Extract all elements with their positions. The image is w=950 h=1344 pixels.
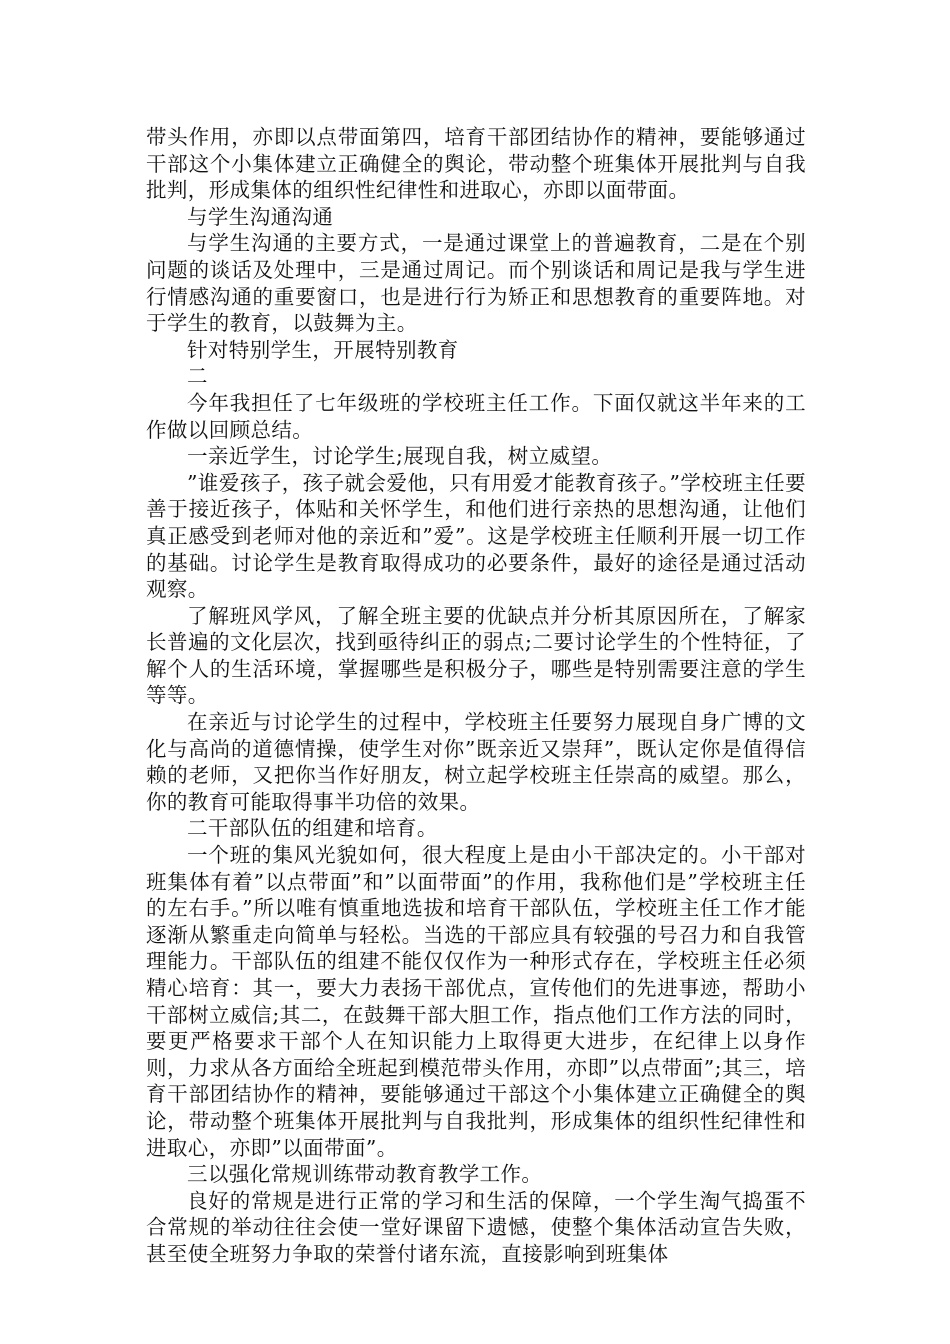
paragraph: 一个班的集风光貌如何，很大程度上是由小干部决定的。小干部对班集体有着”以点带面”和”以面带面”的作用，我称他们是”学校班主任的左右手。”所以唯有慎重地选拔和培育干部队伍，学校班主任工作才能逐渐从繁重走向简单与轻松。当选的干部应具有较强的号召力和自我管理能力。干部队伍的组建不能仅仅作为一种形式存在，学校班主任必须精心培育：其一，要大力表扬干部优点，宣传他们的先进事迹，帮助小干部树立威信;其二，在鼓舞干部大胆工作，指点他们工作方法的同时，要更严格要求干部个人在知识能力上取得更大进步，在纪律上以身作则，力求从各方面给全班起到模范带头作用，亦即”以点带面”;其三，培育干部团结协作的精神，要能够通过干部这个小集体建立正确健全的舆论，带动整个班集体开展批判与自我批判，形成集体的组织性纪律性和进取心，亦即”以面带面”。 [146, 843, 806, 1160]
paragraph: 了解班风学风，了解全班主要的优缺点并分析其原因所在，了解家长普遍的文化层次，找到亟待纠正的弱点;二要讨论学生的个性特征，了解个人的生活环境，掌握哪些是积极分子，哪些是特别需要注意的学生等等。 [146, 603, 806, 708]
section-heading: 一亲近学生，讨论学生;展现自我，树立威望。 [187, 444, 613, 469]
section-heading: 二干部队伍的组建和培育。 [187, 816, 438, 841]
section-heading: 针对特别学生，开展特别教育 [187, 337, 459, 362]
paragraph: ”谁爱孩子，孩子就会爱他，只有用爱才能教育孩子。”学校班主任要善于接近孩子，体贴和关怀学生，和他们进行亲热的思想沟通，让他们真正感受到老师对他的亲近和”爱”。这是学校班主任顺利开展一切工作的基础。讨论学生是教育取得成功的必要条件，最好的途径是通过活动观察。 [146, 470, 806, 602]
paragraph: 良好的常规是进行正常的学习和生活的保障，一个学生淘气捣蛋不合常规的举动往往会使一堂好课留下遗憾，使整个集体活动宣告失败，甚至使全班努力争取的荣誉付诸东流，直接影响到班集体 [146, 1188, 806, 1266]
paragraph: 今年我担任了七年级班的学校班主任工作。下面仅就这半年来的工作做以回顾总结。 [146, 390, 806, 442]
paragraph: 与学生沟通的主要方式，一是通过课堂上的普遍教育，二是在个别问题的谈话及处理中，三是通过周记。而个别谈话和周记是我与学生进行情感沟通的重要窗口，也是进行行为矫正和思想教育的重要阵地。对于学生的教育，以鼓舞为主。 [146, 231, 806, 336]
section-heading: 与学生沟通沟通 [187, 204, 334, 229]
paragraph: 带头作用，亦即以点带面第四，培育干部团结协作的精神，要能够通过干部这个小集体建立正确健全的舆论，带动整个班集体开展批判与自我批判，形成集体的组织性纪律性和进取心，亦即以面带面。 [146, 125, 806, 203]
section-number: 二 [187, 364, 208, 389]
document-page [146, 124, 806, 1268]
section-heading: 三以强化常规训练带动教育教学工作。 [187, 1162, 543, 1187]
paragraph: 在亲近与讨论学生的过程中，学校班主任要努力展现自身广博的文化与高尚的道德情操，使学生对你”既亲近又崇拜”，既认定你是值得信赖的老师，又把你当作好朋友，树立起学校班主任崇高的威望。那么，你的教育可能取得事半功倍的效果。 [146, 710, 806, 814]
